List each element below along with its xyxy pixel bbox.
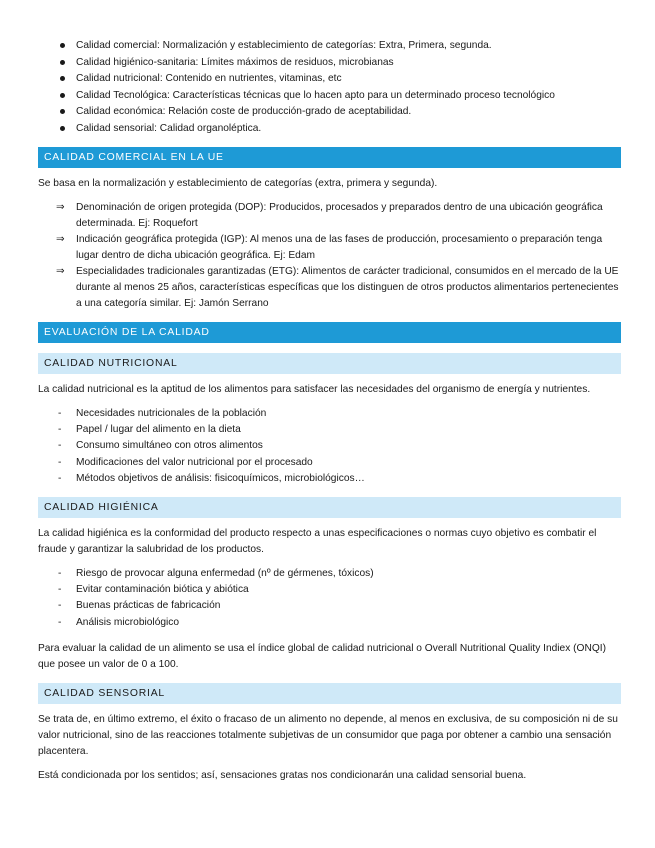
list-item: Calidad higiénico-sanitaria: Límites máximos de residuos, microbianas bbox=[60, 55, 621, 72]
paragraph-comercial: Se basa en la normalización y establecimiento de categorías (extra, primera y segunda). bbox=[38, 178, 438, 189]
section-heading-comercial: CALIDAD COMERCIAL EN LA UE bbox=[38, 147, 621, 168]
arrow-right-icon: ⇒ bbox=[56, 266, 65, 277]
list-item: - Evitar contaminación biótica y abiótica bbox=[58, 582, 621, 598]
section-heading-sensorial: CALIDAD SENSORIAL bbox=[38, 683, 621, 704]
list-item: - Modificaciones del valor nutricional por el procesado bbox=[58, 455, 621, 471]
list-item: - Papel / lugar del alimento en la dieta bbox=[58, 422, 621, 438]
dash-list-nutricional bbox=[38, 406, 621, 487]
paragraph-nutricional: La calidad nutricional es la aptitud de los alimentos para satisfacer las necesidades del organismo de energía y nutrientes. bbox=[38, 384, 591, 395]
list-item: - Necesidades nutricionales de la población bbox=[58, 406, 621, 422]
arrow-right-icon: ⇒ bbox=[56, 234, 65, 245]
list-item: - Buenas prácticas de fabricación bbox=[58, 598, 621, 614]
list-item: - Análisis microbiológico bbox=[58, 615, 621, 631]
list-item: Calidad sensorial: Calidad organoléptica. bbox=[60, 121, 621, 138]
list-item-text: Indicación geográfica protegida (IGP): Al menos una de las fases de producción, procesamiento o preparación tenga lugar dentro de dicha ubicación geográfica. Ej: Edam bbox=[76, 234, 603, 261]
list-item: Calidad nutricional: Contenido en nutrientes, vitaminas, etc bbox=[60, 71, 621, 88]
list-item: Calidad económica: Relación coste de producción-grado de aceptabilidad. bbox=[60, 104, 621, 121]
list-item-text: Denominación de origen protegida (DOP): Producidos, procesados y preparados dentro de una ubicación geográfica determinada. Ej: Roquefort bbox=[76, 202, 603, 229]
list-item bbox=[56, 264, 621, 312]
paragraph-sensorial-2: Está condicionada por los sentidos; así, sensaciones gratas nos condicionarán una calidad sensorial buena. bbox=[38, 769, 527, 781]
intro-bullet-list bbox=[38, 38, 621, 137]
list-item: - Riesgo de provocar alguna enfermedad (nº de gérmenes, tóxicos) bbox=[58, 566, 621, 582]
list-item: Calidad comercial: Normalización y establecimiento de categorías: Extra, Primera, segunda. bbox=[60, 38, 621, 55]
paragraph-higienica: La calidad higiénica es la conformidad del producto respecto a unas especificaciones o normas cuyo objetivo es combatir el fraude y garantizar la salubridad de los productos. bbox=[38, 527, 597, 555]
list-item bbox=[56, 232, 621, 264]
section-heading-evaluacion: EVALUACIÓN DE LA CALIDAD bbox=[38, 322, 621, 343]
list-item bbox=[56, 200, 621, 232]
list-item: - Consumo simultáneo con otros alimentos bbox=[58, 438, 621, 454]
dash-list-higienica bbox=[38, 566, 621, 631]
list-item: Calidad Tecnológica: Características técnicas que lo hacen apto para un determinado proceso tecnológico bbox=[60, 88, 621, 105]
list-item-text: Especialidades tradicionales garantizadas (ETG): Alimentos de carácter tradicional, consumidos en el mercado de la UE durante al menos 25 años, características específicas que los distinguen de otros productos alimentarios pertenecientes a una categoría similar. Ej: Jamón Serrano bbox=[76, 266, 619, 309]
arrow-right-icon: ⇒ bbox=[56, 202, 65, 213]
paragraph-onqi: Para evaluar la calidad de un alimento se usa el índice global de calidad nutricional o Overall Nutritional Quality Indiex (ONQI) que posee un valor de 0 a 100. bbox=[38, 642, 606, 670]
section-heading-nutricional: CALIDAD NUTRICIONAL bbox=[38, 353, 621, 374]
list-item: - Métodos objetivos de análisis: fisicoquímicos, microbiológicos… bbox=[58, 471, 621, 487]
paragraph-sensorial: Se trata de, en último extremo, el éxito o fracaso de un alimento no depende, al menos en exclusiva, de su composición ni de su valor nutricional, sino de las reacciones totalmente subjetivas de un consumidor que paga por obtener a cambio una sensación placentera. bbox=[38, 713, 618, 757]
section-heading-higienica: CALIDAD HIGIÉNICA bbox=[38, 497, 621, 518]
arrow-list-comercial bbox=[38, 200, 621, 312]
